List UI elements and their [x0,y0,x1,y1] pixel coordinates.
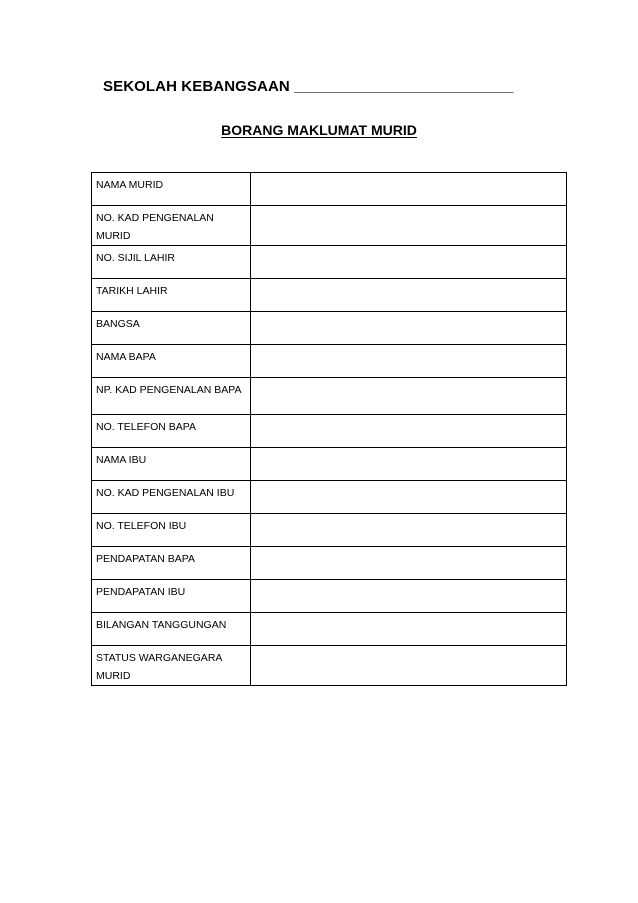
table-row [92,246,567,279]
table-row [92,646,567,686]
field-value-cell[interactable] [251,206,567,246]
table-row [92,481,567,514]
table-row [92,415,567,448]
table-row [92,206,567,246]
field-value-cell[interactable] [251,481,567,514]
field-value-cell[interactable] [251,514,567,547]
field-label: NP. KAD PENGENALAN BAPA [92,378,251,415]
table-row [92,378,567,415]
field-label: NAMA IBU [92,448,251,481]
table-row [92,613,567,646]
field-value-cell[interactable] [251,312,567,345]
field-label: NO. TELEFON IBU [92,514,251,547]
field-label: BILANGAN TANGGUNGAN [92,613,251,646]
field-value-cell[interactable] [251,378,567,415]
field-value-cell[interactable] [251,646,567,686]
table-row [92,514,567,547]
form-title: BORANG MAKLUMAT MURID [221,122,417,138]
table-row [92,580,567,613]
field-label: NO. SIJIL LAHIR [92,246,251,279]
field-label: PENDAPATAN IBU [92,580,251,613]
field-value-cell[interactable] [251,613,567,646]
field-value-cell[interactable] [251,448,567,481]
field-label: NO. TELEFON BAPA [92,415,251,448]
table-row [92,547,567,580]
field-value-cell[interactable] [251,279,567,312]
table-row [92,173,567,206]
field-value-cell[interactable] [251,345,567,378]
field-value-cell[interactable] [251,547,567,580]
field-label: NAMA BAPA [92,345,251,378]
field-label: PENDAPATAN BAPA [92,547,251,580]
field-label: NO. KAD PENGENALAN MURID [92,206,251,246]
table-row [92,448,567,481]
student-info-table [91,172,567,686]
school-name-line: SEKOLAH KEBANGSAAN __________________________ [103,78,514,95]
field-label: NO. KAD PENGENALAN IBU [92,481,251,514]
field-label: TARIKH LAHIR [92,279,251,312]
table-row [92,345,567,378]
field-label: NAMA MURID [92,173,251,206]
field-value-cell[interactable] [251,173,567,206]
field-label: BANGSA [92,312,251,345]
field-value-cell[interactable] [251,246,567,279]
field-value-cell[interactable] [251,580,567,613]
table-row [92,312,567,345]
field-value-cell[interactable] [251,415,567,448]
field-label: STATUS WARGANEGARA MURID [92,646,251,686]
table-row [92,279,567,312]
